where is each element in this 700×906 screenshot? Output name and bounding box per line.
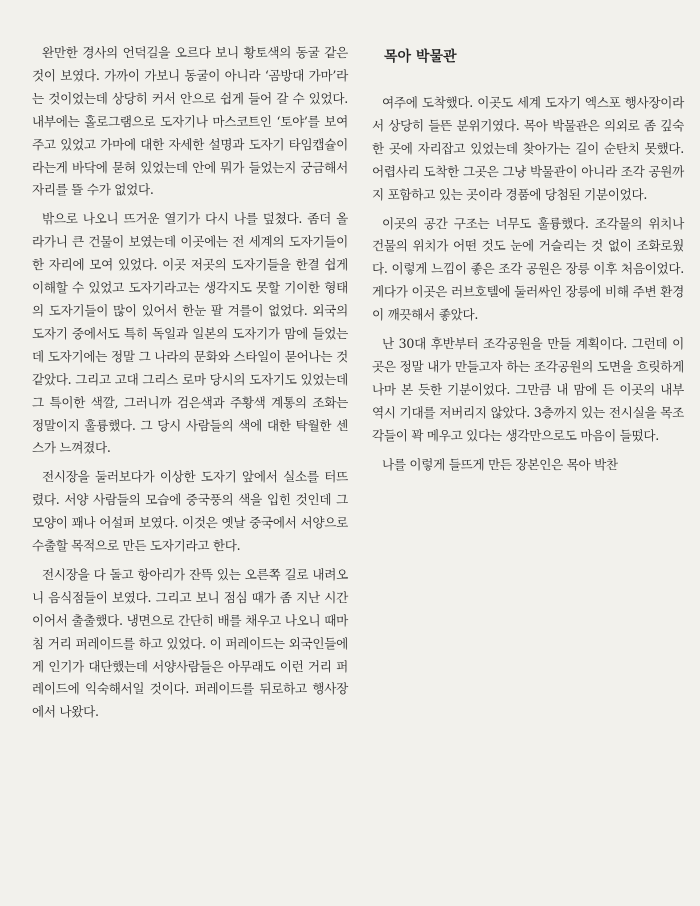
paragraph: 이곳의 공간 구조는 너무도 훌륭했다. 조각물의 위치나 건물의 위치가 어떤 것도 눈에 거슬리는 것 없이 조화로웠다. 이렇게 느낌이 좋은 조각 공원은 장릉 이후 처음이었다. 게다가 이곳은 러브호텔에 둘러싸인 장릉에 비해 주변 환경이 깨끗해서 좋았다. bbox=[372, 215, 684, 323]
left-column bbox=[32, 42, 348, 730]
paragraph: 난 30대 후반부터 조각공원을 만들 계획이다. 그런데 이곳은 정말 내가 만들고자 하는 조각공원의 도면을 흐릿하게나마 본 듯한 기분이었다. 그만큼 내 맘에 든 이곳의 내부 역시 기대를 저버리지 않았다. 3층까지 있는 전시실을 목조각들이 꽉 메우고 있다는 생각만으로도 마음이 들떴다. bbox=[372, 336, 684, 443]
paragraph: 여주에 도착했다. 이곳도 세계 도자기 엑스포 행사장이라서 상당히 들뜬 분위기였다. 목아 박물관은 의외로 좀 깊숙한 곳에 자리잡고 있었는데 찾아가는 길이 순탄치 못했다. 어렵사리 도착한 그곳은 그냥 박물관이 아니라 조각 공원까지 포함하고 있는 곳이라 경품에 당첨된 기분이었다. bbox=[372, 95, 684, 202]
paragraph: 밖으로 나오니 뜨거운 열기가 다시 나를 덮쳤다. 좀더 올라가니 큰 건물이 보였는데 이곳에는 전 세계의 도자기들이 한 자리에 모여 있었다. 이곳 저곳의 도자기들을 한결 쉽게 이해할 수 있었고 도자기라고는 생각지도 못할 기이한 형태의 도자기들이 많이 있어서 한눈 팔 겨를이 없었다. 외국의 도자기 중에서도 특히 독일과 일본의 도자기가 맘에 들었는데 도자기에는 정말 그 나라의 문화와 스타일이 묻어나는 것 같았다. 그리고 고대 그리스 로마 당시의 도자기도 있었는데 그 특이한 색깔, 그러니까 검은색과 주황색 계통의 조화는 정말이지 훌륭했다. 그 당시 사람들의 색에 대한 탁월한 센스가 느껴졌다. bbox=[32, 211, 348, 456]
paragraph: 전시장을 둘러보다가 이상한 도자기 앞에서 실소를 터뜨렸다. 서양 사람들의 모습에 중국풍의 색을 입힌 것인데 그 모양이 꽤나 어설퍼 보였다. 이것은 옛날 중국에서 서양으로 수출할 목적으로 만든 도자기라고 한다. bbox=[32, 469, 348, 554]
section-title: 목아 박물관 bbox=[384, 49, 457, 65]
right-column bbox=[372, 92, 684, 483]
paragraph: 나를 이렇게 들뜨게 만든 장본인은 목아 박찬 bbox=[382, 456, 618, 472]
paragraph: 전시장을 다 돌고 항아리가 잔뜩 있는 오른쪽 길로 내려오니 음식점들이 보였다. 그리고 보니 점심 때가 좀 지난 시간이어서 출출했다. 냉면으로 간단히 배를 채우고 나오니 때마침 거리 퍼레이드를 하고 있었다. 이 퍼레이드는 외국인들에게 인기가 대단했는데 서양사람들은 아무래도 이런 거리 퍼레이드에 익숙해서일 것이다. 퍼레이드를 뒤로하고 행사장에서 나왔다. bbox=[32, 566, 348, 720]
totem-sculpture-photo bbox=[400, 684, 700, 906]
paragraph: 완만한 경사의 언덕길을 오르다 보니 황토색의 동굴 같은 것이 보였다. 가까이 가보니 동굴이 아니라 ‘곰방대 가마’라는 것이었는데 상당히 커서 안으로 쉽게 들어 갈 수 있었다. 내부에는 홀로그램으로 도자기나 마스코트인 ‘토야’를 보여주고 있었고 가마에 대한 자세한 설명과 도자기 타임캡슐이라는게 바닥에 묻혀 있었는데 안에 뭐가 들었는지 궁금해서 자리를 뜰 수가 없었다. bbox=[32, 45, 348, 198]
